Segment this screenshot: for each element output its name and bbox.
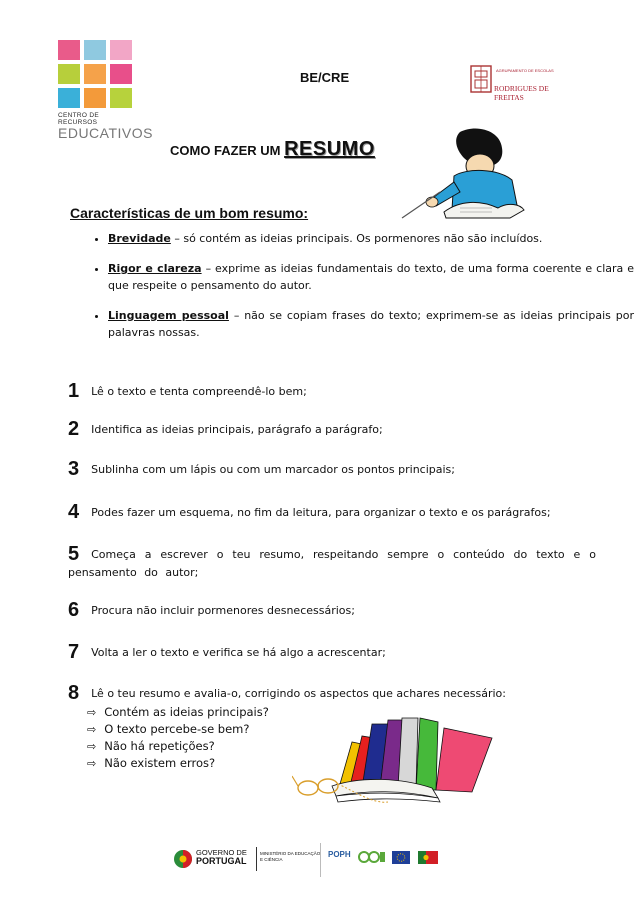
gov-line2: PORTUGAL xyxy=(196,856,247,866)
government-name xyxy=(196,848,247,866)
characteristic-text: – só contém as ideias principais. Os pormenores não são incluídos. xyxy=(170,232,543,245)
list-item xyxy=(108,307,634,341)
gov-line1: GOVERNO DE xyxy=(196,848,247,857)
step-text: Procura não incluir pormenores desnecessários; xyxy=(91,604,355,617)
list-item xyxy=(87,704,269,721)
logo-tile xyxy=(110,64,132,84)
characteristic-term: Rigor e clareza xyxy=(108,262,202,275)
school-logo xyxy=(470,62,562,102)
step-text: Lê o teu resumo e avalia-o, corrigindo os aspectos que achares necessário: xyxy=(91,687,506,700)
page-title xyxy=(170,138,375,161)
step-number: 7 xyxy=(68,641,80,663)
eu-flag-icon xyxy=(392,851,410,864)
footer-logos xyxy=(172,843,444,877)
footer-divider xyxy=(256,847,257,871)
step-text: Sublinha com um lápis ou com um marcador os pontos principais; xyxy=(91,463,455,476)
step-number: 6 xyxy=(68,599,80,621)
step-item xyxy=(68,684,596,703)
step-number: 1 xyxy=(68,380,80,402)
qren-logo-icon xyxy=(358,849,386,865)
step-number: 8 xyxy=(68,682,80,704)
logo-tile xyxy=(110,40,132,60)
characteristic-text: – não se copiam frases do texto; exprimem-se as ideias principais por palavras nossas. xyxy=(108,309,634,339)
student-reading-icon xyxy=(400,126,530,220)
logo-line1: CENTRO DE RECURSOS xyxy=(58,112,99,126)
library-logo xyxy=(58,40,153,141)
stack-of-books-icon xyxy=(292,712,512,810)
outline-arrow-icon: ⇨ xyxy=(87,723,97,736)
government-emblem-icon xyxy=(172,847,194,871)
outline-arrow-icon: ⇨ xyxy=(87,757,97,770)
step-item xyxy=(68,503,596,522)
list-item xyxy=(87,738,269,755)
step-text: Lê o texto e tenta compreendê-lo bem; xyxy=(91,385,307,398)
step-number: 3 xyxy=(68,458,80,480)
footer-divider xyxy=(320,843,321,877)
checklist xyxy=(87,704,269,772)
step-item xyxy=(68,460,596,479)
logo-tile xyxy=(58,88,80,108)
step-item xyxy=(68,643,596,662)
step-text: Identifica as ideias principais, parágrafo a parágrafo; xyxy=(91,423,383,436)
checklist-text: O texto percebe-se bem? xyxy=(104,722,250,736)
title-emphasis: RESUMO xyxy=(284,138,375,160)
step-text: Podes fazer um esquema, no fim da leitura, para organizar o texto e os parágrafos; xyxy=(91,506,551,519)
ministry-line2: E CIÊNCIA xyxy=(260,857,283,862)
school-small-text: AGRUPAMENTO DE ESCOLAS xyxy=(496,68,554,73)
checklist-text: Não existem erros? xyxy=(104,756,216,770)
step-item xyxy=(68,601,596,620)
school-emblem-icon xyxy=(470,62,494,96)
characteristics-list xyxy=(70,230,634,354)
logo-tile xyxy=(58,64,80,84)
step-text: Começa a escrever o teu resumo, respeitando sempre o conteúdo do texto e o pensamento do autor; xyxy=(68,548,596,579)
ministry-name xyxy=(260,851,320,863)
step-item xyxy=(68,420,596,439)
outline-arrow-icon: ⇨ xyxy=(87,740,97,753)
poph-logo: POPH xyxy=(328,850,351,859)
logo-tile xyxy=(84,40,106,60)
step-number: 5 xyxy=(68,543,80,565)
step-number: 4 xyxy=(68,501,80,523)
list-item xyxy=(87,721,269,738)
logo-line2: EDUCATIVOS xyxy=(58,125,153,141)
list-item xyxy=(108,230,634,247)
checklist-text: Não há repetições? xyxy=(104,739,215,753)
outline-arrow-icon: ⇨ xyxy=(87,706,97,719)
title-prefix: COMO FAZER UM xyxy=(170,143,285,158)
list-item xyxy=(87,755,269,772)
section-heading: Características de um bom resumo: xyxy=(70,205,309,221)
ministry-line1: MINISTÉRIO DA EDUCAÇÃO xyxy=(260,851,321,856)
logo-tile xyxy=(84,64,106,84)
header-code: BE/CRE xyxy=(300,70,350,85)
checklist-text: Contém as ideias principais? xyxy=(104,705,269,719)
logo-tile xyxy=(110,88,132,108)
step-item xyxy=(68,545,596,582)
step-text: Volta a ler o texto e verifica se há algo a acrescentar; xyxy=(91,646,386,659)
list-item xyxy=(108,260,634,294)
school-name: RODRIGUES DE FREITAS xyxy=(494,84,549,102)
step-number: 2 xyxy=(68,418,80,440)
characteristic-text: – exprime as ideias fundamentais do texto, de uma forma coerente e clara e que respeite o pensamento do autor. xyxy=(108,262,634,292)
characteristic-term: Linguagem pessoal xyxy=(108,309,229,322)
characteristic-term: Brevidade xyxy=(108,232,171,245)
logo-tile xyxy=(58,40,80,60)
logo-tile xyxy=(84,88,106,108)
portugal-flag-icon xyxy=(418,851,438,864)
logo-tiles xyxy=(58,40,140,108)
step-item xyxy=(68,382,596,401)
